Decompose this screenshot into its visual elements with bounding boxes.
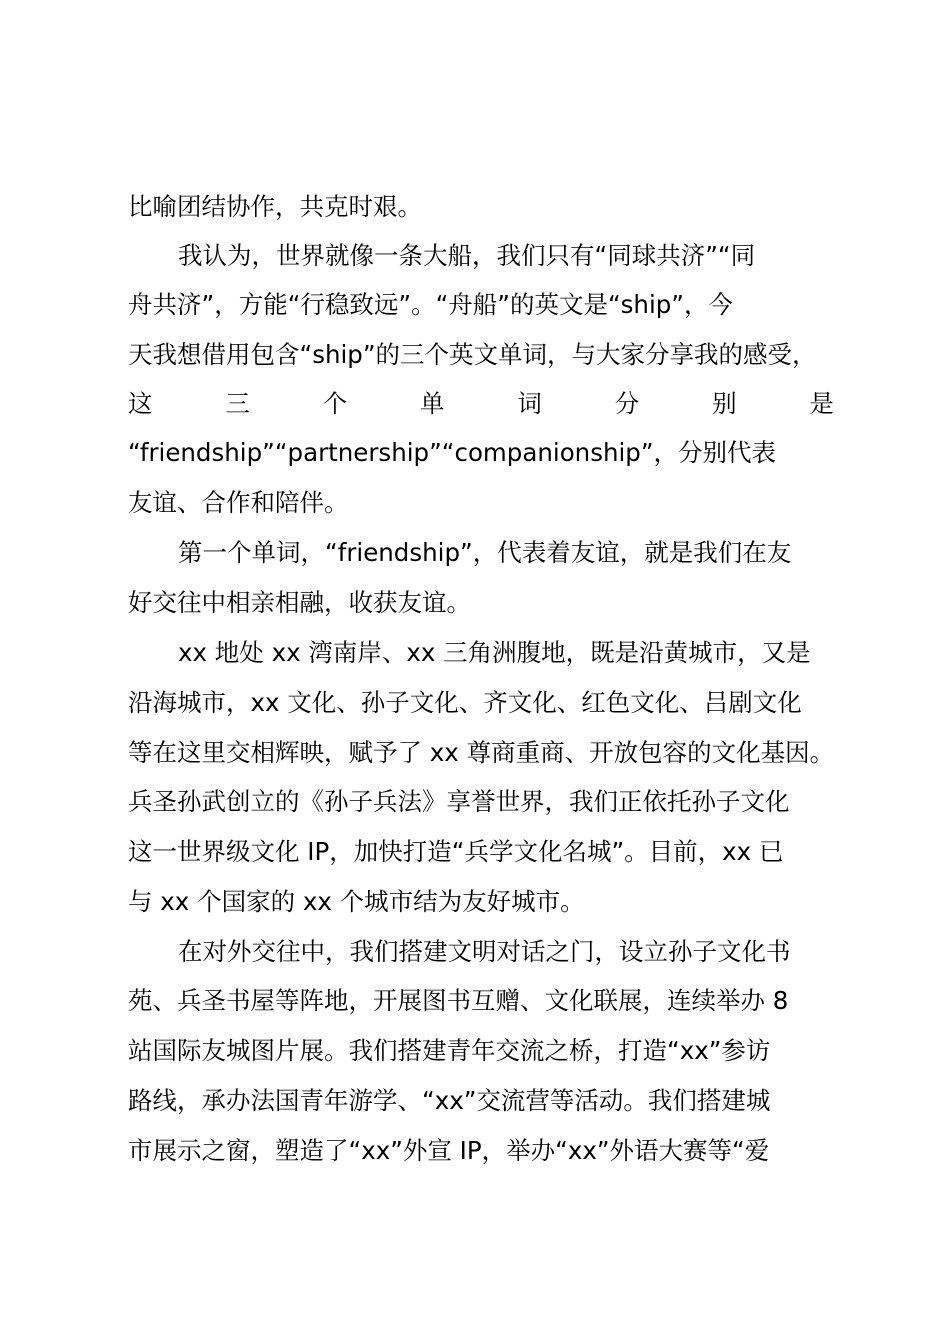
- text-line: 等在这里交相辉映，赋予了 xx 尊商重商、开放包容的文化基因。: [128, 738, 835, 767]
- text-line: 站国际友城图片展。我们搭建青年交流之桥，打造“xx”参访: [128, 1036, 771, 1065]
- spread-text-line: [128, 387, 834, 421]
- text-line: 好交往中相亲相融，收获友谊。: [128, 588, 471, 617]
- spread-char: 这: [128, 389, 153, 418]
- text-line: 市展示之窗，塑造了“xx”外宣 IP，举办“xx”外语大赛等“爱: [128, 1136, 770, 1165]
- spread-char: 单: [420, 389, 445, 418]
- text-line: xx 地处 xx 湾南岸、xx 三角洲腹地，既是沿黄城市，又是: [178, 638, 811, 667]
- spread-char: 词: [517, 389, 542, 418]
- text-line: 兵圣孙武创立的《孙子兵法》享誉世界，我们正依托孙子文化: [128, 787, 790, 816]
- text-line: 与 xx 个国家的 xx 个城市结为友好城市。: [128, 887, 585, 916]
- text-line: 路线，承办法国青年游学、“xx”交流营等活动。我们搭建城: [128, 1086, 771, 1115]
- text-line: 沿海城市，xx 文化、孙子文化、齐文化、红色文化、吕剧文化: [128, 688, 802, 717]
- text-line: 舟共济”，方能“行稳致远”。“舟船”的英文是“ship”，今: [128, 290, 733, 319]
- text-line: 友谊、合作和陪伴。: [128, 488, 349, 517]
- spread-char: 是: [809, 389, 834, 418]
- spread-char: 个: [322, 389, 348, 418]
- text-line: 比喻团结协作，共克时艰。: [128, 192, 422, 221]
- text-line: 天我想借用包含“ship”的三个英文单词，与大家分享我的感受，: [128, 340, 817, 369]
- text-line: 我认为，世界就像一条大船，我们只有“同球共济”“同: [178, 241, 756, 270]
- spread-char: 别: [712, 389, 737, 418]
- spread-char: 三: [225, 389, 250, 418]
- text-line: 这一世界级文化 IP，加快打造“兵学文化名城”。目前，xx 已: [128, 837, 784, 866]
- text-line: 苑、兵圣书屋等阵地，开展图书互赠、文化联展，连续举办 8: [128, 986, 789, 1015]
- text-line: 在对外交往中，我们搭建文明对话之门，设立孙子文化书: [178, 937, 791, 966]
- text-line: “friendship”“partnership”“companionship”，分别代表: [128, 438, 777, 467]
- text-line: 第一个单词，“friendship”，代表着友谊，就是我们在友: [178, 538, 792, 567]
- spread-char: 分: [614, 389, 640, 418]
